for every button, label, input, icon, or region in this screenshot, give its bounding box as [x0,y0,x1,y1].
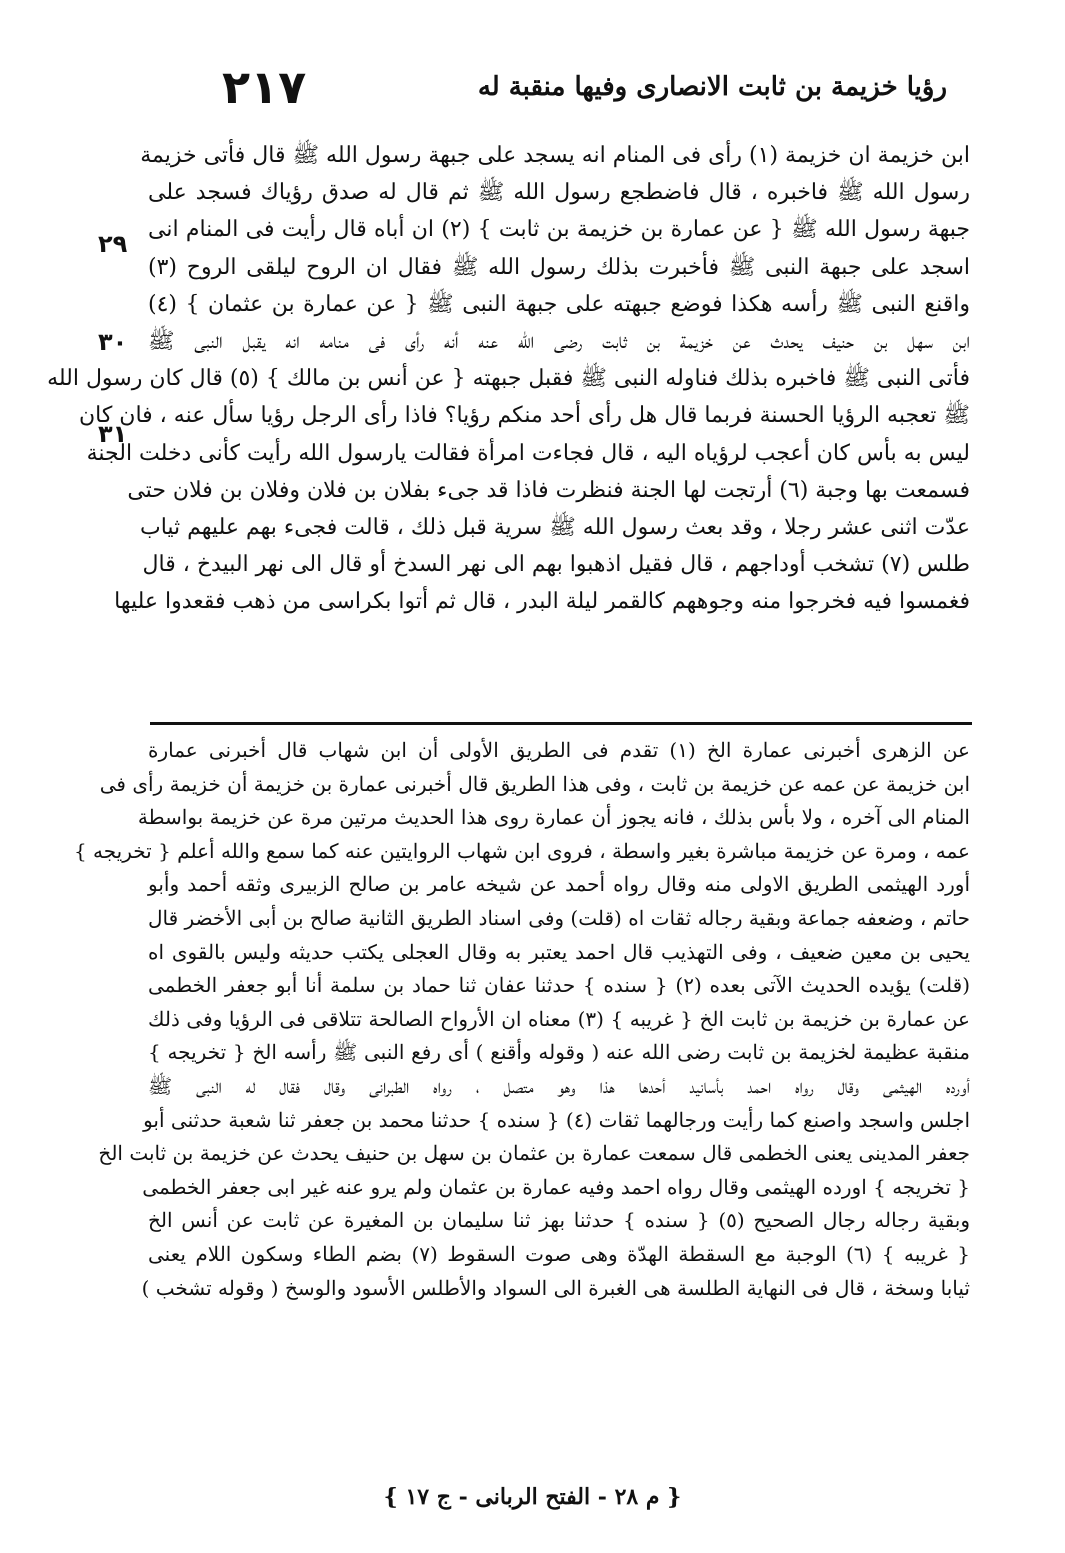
footnote-line: المنام الى آخره ، ولا بأس بذلك ، فانه يجوز أن عمارة روى هذا الحديث مرتين مرة عن خزيمة بواسطة [137,805,970,830]
main-text-line: فسمعت بها وجبة (٦) أرتجت لها الجنة فنظرت فاذا قد جىء بفلان بن فلان وفلان بن فلان حتى [127,477,970,503]
page-number: ٢١٧ [222,60,307,114]
footnote-line: ثيابا وسخة ، قال فى النهاية الطلسة هى الغبرة الى السواد والأطلس الأسود والوسخ ( وقوله تشخب ) [141,1275,970,1300]
footnote-line: عمه ، ومرة عن خزيمة مباشرة بغير واسطة ، فروى ابن شهاب الروايتين عنه كما سمع والله أعلم { تخريجه } [73,838,970,863]
footnote-line: { غريبه } (٦) الوجبة مع السقطة الهدّة وهى صوت السقوط (٧) بضم الطاء وسكون اللام يعنى [148,1241,970,1266]
margin-number-29: ٢٩ [98,230,128,258]
main-text-line: واقنع النبى ﷺ رأسه هكذا فوضع جبهته على جبهة النبى ﷺ { عن عمارة بن عثمان } (٤) [148,291,970,317]
main-text-line: ابن سهل بن حنيف يحدث عن خزيمة بن ثابت رضى الله عنه أنه رأى فى منامه انه يقبل النبى ﷺ [148,328,970,354]
footnote-line: أورد الهيثمى الطريق الاولى منه وقال رواه أحمد عن شيخه عامر بن صالح الزبيرى وثقه أحمد وأبو [148,872,970,897]
running-head: رؤيا خزيمة بن ثابت الانصارى وفيها منقبة له [477,72,947,102]
footnote-line: منقبة عظيمة لخزيمة بن ثابت رضى الله عنه ( وقوله وأقنع ) أى رفع النبى ﷺ رأسه الخ { تخريجه } [148,1040,970,1065]
main-text-line: ليس به بأس كان أعجب لرؤياه اليه ، قال فجاءت امرأة فقالت يارسول الله رأيت كأنى دخلت الجنة [86,440,970,466]
signature-mark: { م ٢٨ - الفتح الربانى - ج ١٧ } [383,1484,682,1510]
footnote-line: حاتم ، وضعفه جماعة وبقية رجاله ثقات اه (قلت) وفى اسناد الطريق الثانية صالح بن أبى الأخضر قال [147,905,970,930]
footnote-line: وبقية رجاله رجال الصحيح (٥) { سنده } حدثنا بهز ثنا سليمان بن المغيرة عن ثابت عن أنس الخ [148,1208,970,1233]
footnotes [73,734,970,1305]
main-text-line: اسجد على جبهة النبى ﷺ فأخبرت بذلك رسول الله ﷺ فقال ان الروح ليلقى الروح (٣) [148,254,970,280]
main-text-line: جبهة رسول الله ﷺ { عن عمارة بن خزيمة بن ثابت } (٢) ان أباه قال رأيت فى المنام انى [148,217,970,243]
main-text-line: عدّت اثنى عشر رجلا ، وقد بعث رسول الله ﷺ سرية قبل ذلك ، قالت فجىء بهم عليهم ثياب [139,514,970,540]
margin-number-30: ٣٠ [98,328,128,356]
footnote-line: ابن خزيمة عن عمه عن خزيمة بن ثابت ، وفى هذا الطريق قال أخبرنى عمارة بن خزيمة أن خزيمة رأى فى [99,771,970,796]
footnote-line: جعفر المدينى يعنى الخطمى قال سمعت عمارة بن عثمان بن سهل بن حنيف يحدث عن خزيمة بن ثابت الخ [98,1141,970,1166]
main-text-line: طلس (٧) تشخب أوداجهم ، قال فقيل اذهبوا بهم الى نهر السدخ أو قال الى نهر البيدخ ، قال [142,552,970,578]
main-text-line: ﷺ تعجبه الرؤيا الحسنة فربما قال هل رأى أحد منكم رؤيا؟ فاذا رأى الرجل رؤيا سأل عنه ، فان كان [78,403,970,429]
footnote-line: عن عمارة بن خزيمة بن ثابت الخ { غريبه } (٣) معناه ان الأرواح الصالحة تتلاقى فى الرؤيا وفى ذلك [148,1006,970,1031]
margin-number-31: ٣١ [98,420,128,448]
main-text-line: فأتى النبى ﷺ فاخبره بذلك فناوله النبى ﷺ فقبل جبهته { عن أنس بن مالك } (٥) قال كان رسول الله [47,366,970,392]
footnote-line: أورده الهيثمى وقال رواه احمد بأسانيد أحدها هذا وهو متصل ، رواه الطبرانى وقال فقال له النبى ﷺ [148,1073,970,1098]
main-text-line: رسول الله ﷺ فاخبره ، قال فاضطجع رسول الله ﷺ ثم قال له صدق رؤياك فسجد على [148,180,970,206]
footnote-divider [150,722,972,725]
footnote-line: { تخريجه } اورده الهيثمى وقال رواه احمد وفيه عمارة بن عثمان ولم يرو عنه غير ابى جعفر الخطمى [142,1174,970,1199]
footnote-line: يحيى بن معين ضعيف ، وفى التهذيب قال احمد يعتبر به وقال العجلى يكتب حديثه وليس بالقوى اه [148,939,970,964]
main-text-line: فغمسوا فيه فخرجوا منه وجوههم كالقمر ليلة البدر ، قال ثم أتوا بكراسى من ذهب فقعدوا عليها [114,589,970,615]
footnote-line: اجلس واسجد واصنع كما رأيت ورجالهما ثقات (٤) { سنده } حدثنا محمد بن جعفر ثنا شعبة حدثنى أبو [143,1107,970,1132]
footnote-line: (قلت) يؤيده الحديث الآتى بعده (٢) { سنده } حدثنا عفان ثنا حماد بن سلمة أنا أبو جعفر الخطمى [148,973,970,998]
main-text-line: ابن خزيمة ان خزيمة (١) رأى فى المنام انه يسجد على جبهة رسول الله ﷺ قال فأتى خزيمة [140,143,970,168]
footnote-line: عن الزهرى أخبرنى عمارة الخ (١) تقدم فى الطريق الأولى أن ابن شهاب قال أخبرنى عمارة [148,738,970,762]
